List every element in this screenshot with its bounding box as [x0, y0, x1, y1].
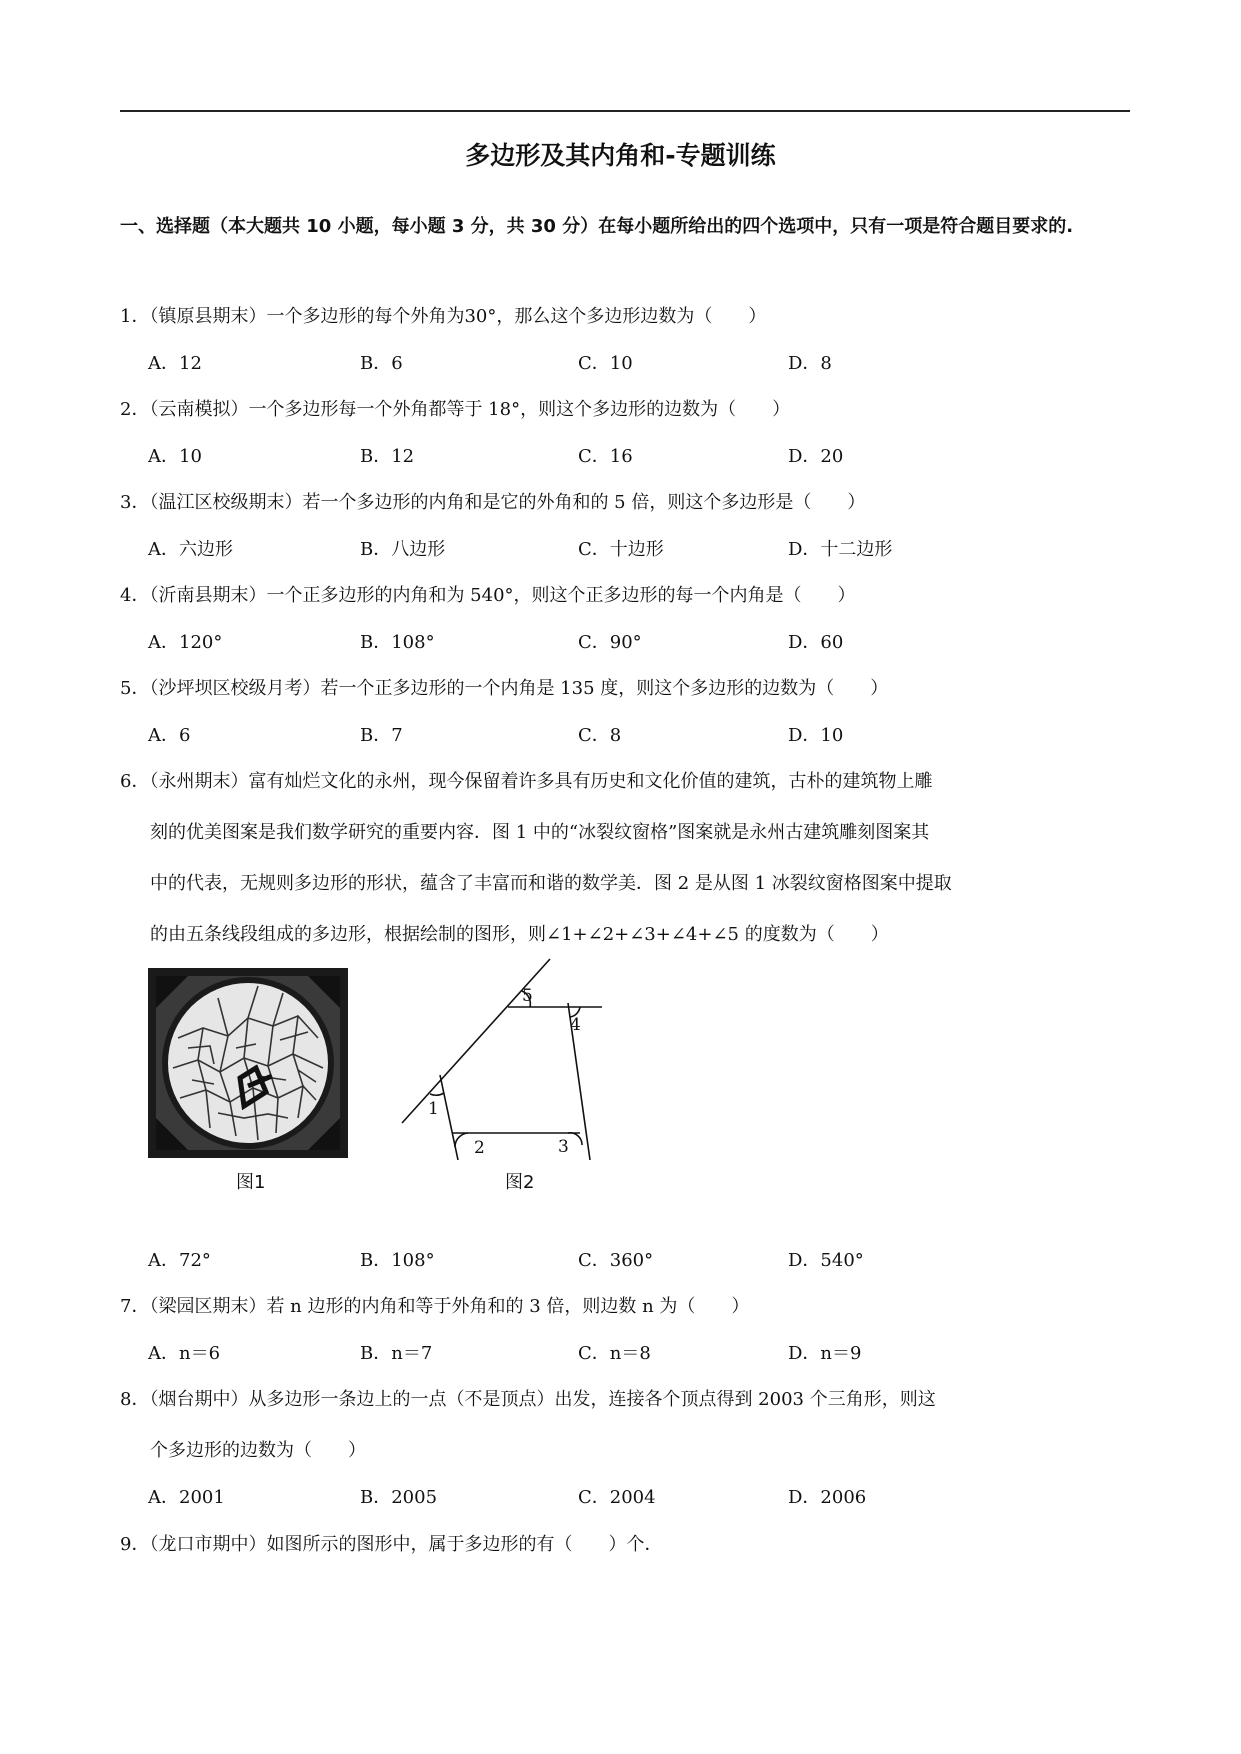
angle-label-5: 5 [522, 986, 533, 1006]
q5-option-c: C．8 [578, 725, 622, 746]
q3-option-b: B．八边形 [360, 539, 446, 560]
q5-option-a: A．6 [148, 725, 191, 746]
q5-option-d: D．10 [788, 725, 844, 746]
q3-option-d: D．十二边形 [788, 539, 893, 560]
q4-option-c: C．90° [578, 632, 642, 653]
question-6-stem-line-3: 中的代表，无规则多边形的形状，蕴含了丰富而和谐的数学美．图 2 是从图 1 冰裂纹窗格图案中提取 [150, 873, 952, 894]
page-title: 多边形及其内角和-专题训练 [465, 141, 776, 170]
q7-option-a: A．n＝6 [148, 1343, 221, 1364]
q2-option-a: A．10 [148, 446, 202, 467]
q3-option-a: A．六边形 [148, 539, 233, 560]
section-heading: 一、选择题（本大题共 10 小题，每小题 3 分，共 30 分）在每小题所给出的四个选项中，只有一项是符合题目要求的. [120, 216, 1074, 237]
header-rule [120, 110, 1130, 112]
q2-option-c: C．16 [578, 446, 633, 467]
q3-option-c: C．十边形 [578, 539, 664, 560]
q8-option-a: A．2001 [148, 1487, 225, 1508]
q4-option-d: D．60 [788, 632, 844, 653]
q7-option-d: D．n＝9 [788, 1343, 862, 1364]
q4-option-a: A．120° [148, 632, 223, 653]
q6-option-c: C．360° [578, 1250, 654, 1271]
q4-option-b: B．108° [360, 632, 435, 653]
figure-1-window-lattice [148, 968, 348, 1158]
question-6-stem-line-4: 的由五条线段组成的多边形，根据绘制的图形，则∠1+∠2+∠3+∠4+∠5 的度数为（ ） [150, 924, 889, 945]
q8-option-d: D．2006 [788, 1487, 867, 1508]
q1-option-d: D．8 [788, 353, 832, 374]
q1-option-b: B．6 [360, 353, 403, 374]
question-3-stem: 3．（温江区校级期末）若一个多边形的内角和是它的外角和的 5 倍，则这个多边形是（ ） [120, 492, 866, 513]
question-8-stem-line-1: 8．（烟台期中）从多边形一条边上的一点（不是顶点）出发，连接各个顶点得到 2003 个三角形，则这 [120, 1389, 936, 1410]
question-4-stem: 4．（沂南县期末）一个正多边形的内角和为 540°，则这个正多边形的每一个内角是（ ） [120, 585, 856, 606]
question-6-stem-line-1: 6．（永州期末）富有灿烂文化的永州，现今保留着许多具有历史和文化价值的建筑，古朴的建筑物上雕 [120, 771, 933, 792]
q5-option-b: B．7 [360, 725, 403, 746]
q2-option-b: B．12 [360, 446, 415, 467]
question-7-stem: 7．（梁园区期末）若 n 边形的内角和等于外角和的 3 倍，则边数 n 为（ ） [120, 1296, 750, 1317]
q8-option-b: B．2005 [360, 1487, 438, 1508]
question-6-stem-line-2: 刻的优美图案是我们数学研究的重要内容．图 1 中的“冰裂纹窗格”图案就是永州古建筑雕刻图案其 [150, 822, 930, 843]
q1-option-a: A．12 [148, 353, 202, 374]
q6-option-b: B．108° [360, 1250, 435, 1271]
angle-label-4: 4 [570, 1015, 581, 1035]
figure-1-caption: 图1 [236, 1172, 266, 1193]
question-2-stem: 2．（云南模拟）一个多边形每一个外角都等于 18°，则这个多边形的边数为（ ） [120, 399, 791, 420]
question-1-stem: 1．（镇原县期末）一个多边形的每个外角为30°，那么这个多边形边数为（ ） [120, 306, 767, 327]
q6-option-d: D．540° [788, 1250, 864, 1271]
q1-option-c: C．10 [578, 353, 633, 374]
angle-label-2: 2 [474, 1138, 485, 1158]
question-5-stem: 5．（沙坪坝区校级月考）若一个正多边形的一个内角是 135 度，则这个多边形的边数为（ ） [120, 678, 889, 699]
question-8-stem-line-2: 个多边形的边数为（ ） [150, 1440, 366, 1461]
angle-label-1: 1 [428, 1099, 439, 1119]
figure-2-pentagon-angles [400, 955, 620, 1165]
q7-option-c: C．n＝8 [578, 1343, 651, 1364]
q2-option-d: D．20 [788, 446, 844, 467]
q8-option-c: C．2004 [578, 1487, 656, 1508]
angle-label-3: 3 [558, 1137, 569, 1157]
q7-option-b: B．n＝7 [360, 1343, 433, 1364]
figure-2-caption: 图2 [505, 1172, 535, 1193]
q6-option-a: A．72° [148, 1250, 211, 1271]
question-9-stem: 9．（龙口市期中）如图所示的图形中，属于多边形的有（ ）个． [120, 1534, 663, 1555]
